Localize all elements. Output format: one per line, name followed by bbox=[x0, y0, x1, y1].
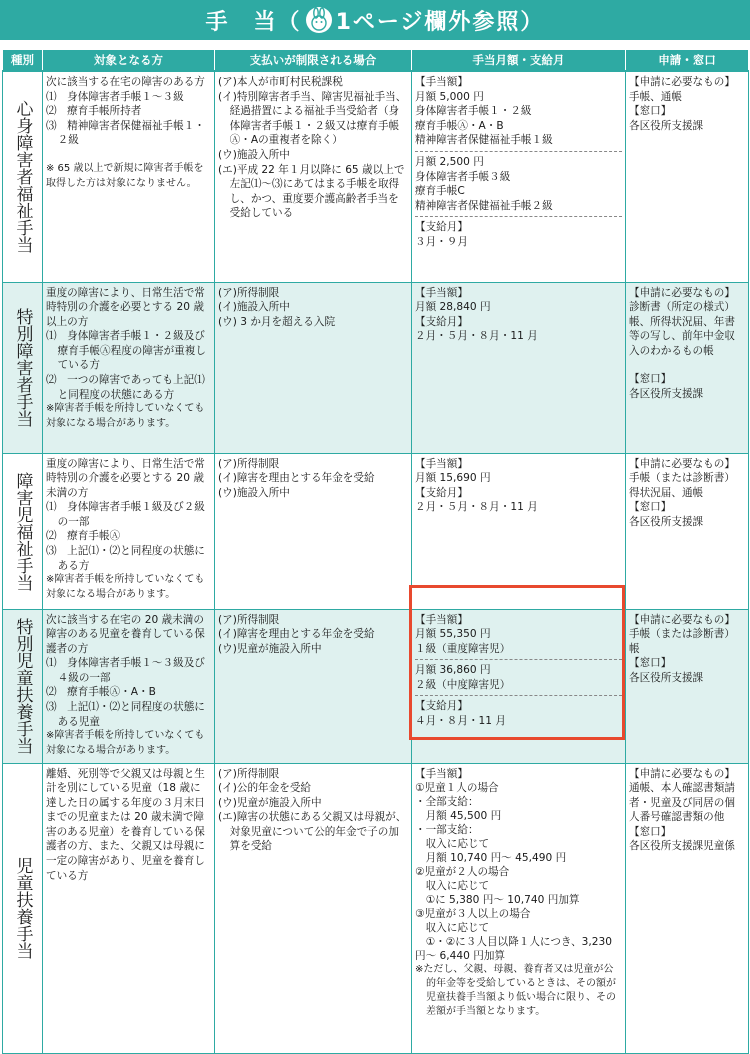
amount-text: 収入に応じて bbox=[415, 879, 490, 892]
limits-cell bbox=[215, 609, 412, 763]
amount-text: 収入に応じて bbox=[415, 921, 490, 934]
target-note: ※ 65 歳以上で新規に障害者手帳を取得した方は対象になりません。 bbox=[46, 162, 204, 189]
apply-text: 【窓口】 bbox=[629, 657, 672, 670]
header-limits: 支払いが制限される場合 bbox=[215, 50, 412, 72]
limit-text: (ウ) 3 か月を超える入院 bbox=[218, 315, 336, 328]
amount-cell bbox=[412, 71, 626, 282]
apply-cell bbox=[626, 282, 749, 453]
apply-text: 手帳（または診断書）帳 bbox=[629, 628, 735, 655]
category-cell bbox=[3, 71, 43, 282]
target-cell bbox=[43, 71, 215, 282]
amount-text: ２月・５月・８月・11 月 bbox=[415, 330, 538, 343]
dashed-divider bbox=[415, 151, 622, 152]
amount-text: ３月・９月 bbox=[415, 235, 468, 248]
amount-text: 月額 28,840 円 bbox=[415, 301, 491, 314]
limit-text: (イ)公的年金を受給 bbox=[218, 782, 312, 795]
dashed-divider bbox=[415, 659, 622, 660]
limit-text: (エ)平成 22 年１月以降に 65 歳以上で左記⑴～⑶にあてはまる手帳を取得し、かつ、重度要介護高齢者手当を受給している bbox=[218, 163, 405, 220]
amount-text: 月額 10,740 円～ 45,490 円 bbox=[415, 851, 567, 864]
target-text: 重度の障害により、日常生活で常時特別の介護を必要とする 20 歳以上の方 bbox=[46, 286, 205, 328]
apply-text: 【窓口】 bbox=[629, 105, 672, 118]
apply-text: 各区役所支援課児童係 bbox=[629, 840, 735, 853]
target-text: ⑵ 一つの障害であっても上記⑴と同程度の状態にある方 bbox=[46, 374, 205, 401]
banner-title-left: 手 当（ bbox=[205, 9, 302, 35]
apply-text: 手帳、通帳 bbox=[629, 90, 682, 103]
amount-cell bbox=[412, 609, 626, 763]
apply-text: 【窓口】 bbox=[629, 825, 672, 838]
title-banner bbox=[0, 0, 750, 40]
dashed-divider bbox=[415, 695, 622, 696]
apply-text: 手帳（または診断書）得状況届、通帳 bbox=[629, 472, 735, 499]
amount-text: 【手当額】 bbox=[415, 457, 468, 470]
category-label: 特別障害者手当 bbox=[12, 308, 33, 427]
amount-text: ２月・５月・８月・11 月 bbox=[415, 501, 538, 514]
target-cell bbox=[43, 282, 215, 453]
amount-text: 【支給月】 bbox=[415, 700, 468, 713]
apply-text: 各区役所支援課 bbox=[629, 119, 704, 132]
rabbit-icon bbox=[306, 7, 332, 33]
limits-cell bbox=[215, 282, 412, 453]
category-cell bbox=[3, 763, 43, 1053]
amount-text: 【手当額】 bbox=[415, 286, 468, 299]
apply-text: 【申請に必要なもの】 bbox=[629, 613, 735, 626]
amount-text: ②児童が２人の場合 bbox=[415, 865, 510, 878]
target-text: 次に該当する在宅の障害のある方 bbox=[46, 76, 205, 88]
amount-cell bbox=[412, 282, 626, 453]
apply-text: 【窓口】 bbox=[629, 373, 672, 386]
amount-text: ・一部支給： bbox=[415, 823, 479, 836]
limit-text: (ウ)児童が施設入所中 bbox=[218, 796, 322, 809]
apply-text: 【申請に必要なもの】 bbox=[629, 457, 735, 470]
target-text: ⑴ 身体障害者手帳１級及び２級の一部 bbox=[46, 501, 205, 528]
table-row bbox=[3, 282, 749, 453]
amount-text: 身体障害者手帳１・２級 bbox=[415, 105, 532, 118]
table-row bbox=[3, 71, 749, 282]
limit-text: (イ)障害を理由とする年金を受給 bbox=[218, 472, 375, 485]
target-note: ※障害者手帳を所持していなくても対象になる場合があります。 bbox=[46, 574, 205, 600]
target-note: ※障害者手帳を所持していなくても対象になる場合があります。 bbox=[46, 403, 205, 429]
header-row bbox=[3, 50, 749, 72]
amount-text: １級（重度障害児） bbox=[415, 642, 511, 655]
amount-text: 月額 45,500 円 bbox=[415, 809, 502, 822]
dashed-divider bbox=[415, 216, 622, 217]
category-label: 児童扶養手当 bbox=[12, 857, 33, 959]
apply-text: 通帳、本人確認書類請者・児童及び同居の個人番号確認書類の他 bbox=[629, 782, 735, 824]
target-text: ⑵ 療育手帳Ⓐ・A・B bbox=[46, 686, 156, 699]
limit-text: (ア)本人が市町村民税課税 bbox=[218, 76, 343, 88]
amount-text: 収入に応じて bbox=[415, 837, 490, 850]
amount-note: ※ただし、父親、母親、養育者又は児童が公的年金等を受給しているときは、その額が児童扶養手当額より低い場合に限り、その差額が手当額となります。 bbox=[415, 963, 616, 1017]
amount-text: 月額 15,690 円 bbox=[415, 472, 491, 485]
limit-text: (ア)所得制限 bbox=[218, 286, 280, 299]
apply-text: 各区役所支援課 bbox=[629, 671, 704, 684]
target-text: ⑴ 身体障害者手帳１～３級及び４級の一部 bbox=[46, 657, 205, 684]
target-text: 重度の障害により、日常生活で常時特別の介護を必要とする 20 歳未満の方 bbox=[46, 457, 205, 499]
category-cell bbox=[3, 282, 43, 453]
amount-text: 【手当額】 bbox=[415, 767, 468, 780]
amount-text: ①児童１人の場合 bbox=[415, 781, 499, 794]
limits-cell bbox=[215, 71, 412, 282]
limit-text: (ア)所得制限 bbox=[218, 767, 280, 780]
header-amount: 手当月額・支給月 bbox=[412, 50, 626, 72]
limit-text: (イ)施設入所中 bbox=[218, 301, 290, 314]
amount-text: 月額 55,350 円 bbox=[415, 628, 491, 641]
category-cell bbox=[3, 609, 43, 763]
category-label: 障害児福祉手当 bbox=[12, 471, 33, 591]
header-apply: 申請・窓口 bbox=[626, 50, 749, 72]
apply-cell bbox=[626, 71, 749, 282]
amount-text: ・全部支給： bbox=[415, 795, 479, 808]
limit-text: (ウ)児童が施設入所中 bbox=[218, 642, 322, 655]
target-note: ※障害者手帳を所持していなくても対象になる場合があります。 bbox=[46, 730, 205, 756]
amount-text: 療育手帳C bbox=[415, 185, 465, 198]
apply-text: 各区役所支援課 bbox=[629, 515, 704, 528]
amount-text: ４月・８月・11 月 bbox=[415, 715, 507, 728]
limits-cell bbox=[215, 763, 412, 1053]
target-text: ⑴ 身体障害者手帳１・２級及び療育手帳Ⓐ程度の障害が重複している方 bbox=[46, 330, 206, 372]
target-cell bbox=[43, 609, 215, 763]
apply-text: 【申請に必要なもの】 bbox=[629, 286, 735, 299]
amount-text: 精神障害者保健福祉手帳２級 bbox=[415, 199, 553, 212]
table-row bbox=[3, 453, 749, 609]
amount-cell bbox=[412, 453, 626, 609]
amount-text: 【支給月】 bbox=[415, 221, 468, 234]
limit-text: (ア)所得制限 bbox=[218, 613, 280, 626]
amount-text: 【手当額】 bbox=[415, 613, 468, 626]
target-text: 離婚、死別等で父親又は母親と生計を別にしている児童（18 歳に達した日の属する年度の３月末日までの児童または 20 歳未満で障害のある児童）を養育している保護者の方、また、父親又は母親に一定の障害があり、児童を養育している方 bbox=[46, 767, 205, 882]
amount-text: 【支給月】 bbox=[415, 486, 468, 499]
limit-text: (ウ)施設入所中 bbox=[218, 486, 290, 499]
apply-text: 【申請に必要なもの】 bbox=[629, 767, 735, 780]
amount-text: ①に 5,380 円～ 10,740 円加算 bbox=[415, 893, 580, 906]
amount-text: ①・②に３人目以降１人につき、3,230 円～ 6,440 円加算 bbox=[415, 935, 616, 962]
amount-text: 月額 5,000 円 bbox=[415, 90, 484, 103]
amount-text: ③児童が３人以上の場合 bbox=[415, 907, 531, 920]
limit-text: (エ)障害の状態にある父親又は母親が、対象児童について公的年金で子の加算を受給 bbox=[218, 811, 407, 853]
amount-text: ２級（中度障害児） bbox=[415, 678, 511, 691]
category-label: 心身障害者福祉手当 bbox=[12, 100, 33, 254]
amount-text: 月額 2,500 円 bbox=[415, 155, 484, 168]
target-cell bbox=[43, 763, 215, 1053]
amount-text: 【支給月】 bbox=[415, 315, 468, 328]
banner-title-right: 1ページ欄外参照） bbox=[335, 9, 545, 35]
target-text: ⑵ 療育手帳所持者 bbox=[46, 105, 142, 118]
target-text: 次に該当する在宅の 20 歳未満の障害のある児童を養育している保護者の方 bbox=[46, 613, 205, 655]
target-text: ⑶ 精神障害者保健福祉手帳１・２級 bbox=[46, 119, 205, 147]
amount-cell bbox=[412, 763, 626, 1053]
category-cell bbox=[3, 453, 43, 609]
target-cell bbox=[43, 453, 215, 609]
header-category: 種別 bbox=[3, 50, 43, 72]
header-target: 対象となる方 bbox=[43, 50, 215, 72]
apply-text: 診断書（所定の様式）帳、所得状況届、年書等の写し、前年中金収入のわかるもの帳 bbox=[629, 301, 735, 357]
target-text: ⑴ 身体障害者手帳１～３級 bbox=[46, 90, 184, 103]
limits-cell bbox=[215, 453, 412, 609]
category-label: 特別児童扶養手当 bbox=[12, 618, 33, 754]
apply-text bbox=[629, 358, 745, 372]
table-row bbox=[3, 763, 749, 1053]
amount-text: 【手当額】 bbox=[415, 76, 468, 88]
target-text: ⑶ 上記⑴・⑵と同程度の状態にある方 bbox=[46, 545, 205, 572]
amount-text: 月額 36,860 円 bbox=[415, 664, 491, 677]
limit-text: (ウ)施設入所中 bbox=[218, 148, 290, 161]
apply-text: 各区役所支援課 bbox=[629, 388, 704, 401]
limit-text: (ア)所得制限 bbox=[218, 457, 280, 470]
apply-cell bbox=[626, 763, 749, 1053]
target-text: ⑵ 療育手帳Ⓐ bbox=[46, 530, 121, 543]
amount-text: 療育手帳Ⓐ・A・B bbox=[415, 119, 504, 132]
limit-text: (イ)特別障害者手当、障害児福祉手当、経過措置による福祉手当受給者（身体障害者手帳１・２級又は療育手帳Ⓐ・Aの重複者を除く） bbox=[218, 90, 407, 147]
apply-text: 【窓口】 bbox=[629, 501, 672, 514]
allowance-table bbox=[2, 49, 749, 1054]
target-text: ⑶ 上記⑴・⑵と同程度の状態にある児童 bbox=[46, 701, 205, 728]
apply-cell bbox=[626, 453, 749, 609]
amount-text: 精神障害者保健福祉手帳１級 bbox=[415, 134, 553, 147]
apply-text: 【申請に必要なもの】 bbox=[629, 76, 735, 88]
apply-cell bbox=[626, 609, 749, 763]
amount-text: 身体障害者手帳３級 bbox=[415, 170, 511, 183]
table-row bbox=[3, 609, 749, 763]
limit-text: (イ)障害を理由とする年金を受給 bbox=[218, 628, 375, 641]
